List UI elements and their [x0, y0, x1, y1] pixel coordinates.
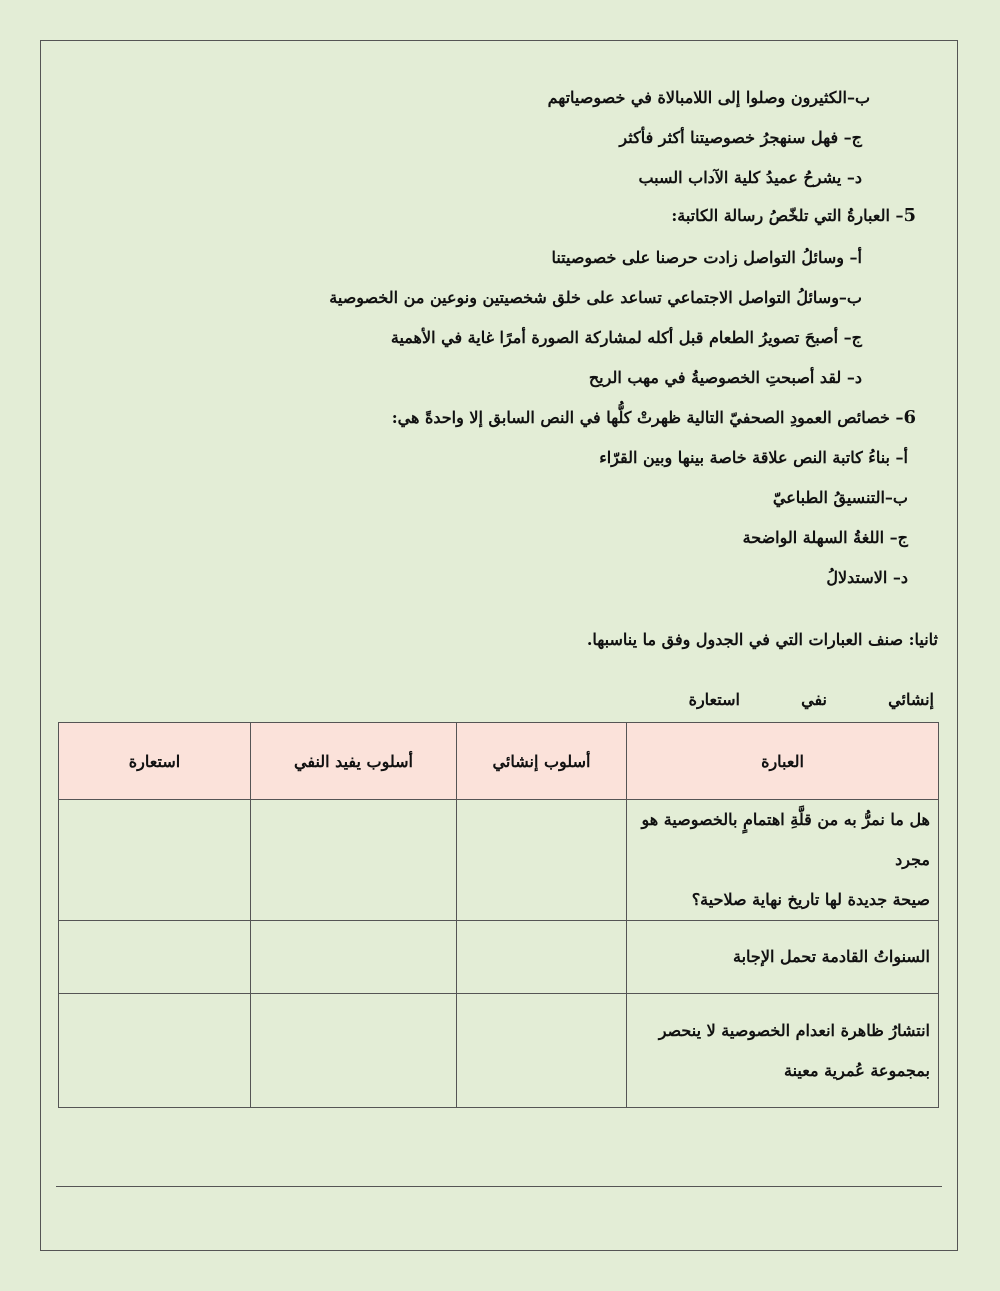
header-inshai: أسلوب إنشائي: [457, 723, 627, 800]
answer-cell-istiara[interactable]: [59, 800, 251, 921]
q6-question: [392, 406, 916, 430]
phrase-cell: [627, 800, 939, 921]
q5-option-c: ج– أصبحَ تصويرُ الطعام قبل أكله لمشاركة الصورة أمرًا غاية في الأهمية: [390, 328, 862, 347]
answer-cell-istiara[interactable]: [59, 921, 251, 994]
phrase-line: هل ما نمرُّ به من قلَّةِ اهتمامٍ بالخصوصية هو مجرد: [641, 810, 930, 869]
q5-number: 5: [903, 205, 916, 226]
section2-title: ثانيا: صنف العبارات التي في الجدول وفق ما يناسبها.: [586, 630, 938, 649]
header-istiara: استعارة: [59, 723, 251, 800]
q6-option-c: ج– اللغةُ السهلة الواضحة: [742, 528, 908, 547]
answer-cell-inshai[interactable]: [457, 800, 627, 921]
answer-cell-nafy[interactable]: [251, 994, 457, 1108]
phrase-cell: [627, 994, 939, 1108]
q6-number: 6: [903, 407, 916, 428]
category-list: [689, 690, 934, 709]
phrase-line: صيحة جديدة لها تاريخ نهاية صلاحية؟: [691, 890, 930, 909]
q4-option-b: ب–الكثيرون وصلوا إلى اللامبالاة في خصوصياتهم: [547, 88, 870, 107]
phrase-line: السنواتُ القادمة تحمل الإجابة: [733, 947, 930, 966]
q5-text: – العبارةُ التي تلخّصُ رسالة الكاتبة:: [671, 206, 904, 225]
header-nafy: أسلوب يفيد النفي: [251, 723, 457, 800]
answer-cell-nafy[interactable]: [251, 921, 457, 994]
header-phrase: العبارة: [627, 723, 939, 800]
category-inshai: إنشائي: [888, 690, 934, 709]
table-row: [59, 994, 939, 1108]
table-header-row: [59, 723, 939, 800]
q5-option-a: أ– وسائلُ التواصل زادت حرصنا على خصوصيتنا: [551, 248, 862, 267]
phrase-line: انتشارُ ظاهرة انعدام الخصوصية لا ينحصر: [658, 1020, 930, 1040]
bottom-divider: [56, 1186, 942, 1187]
phrase-line: بمجموعة عُمرية معينة: [784, 1060, 930, 1080]
answer-cell-inshai[interactable]: [457, 994, 627, 1108]
q5-question: [671, 204, 916, 228]
q4-option-d: د– يشرحُ عميدُ كلية الآداب السبب: [638, 168, 862, 187]
q6-text: – خصائص العمودِ الصحفيّ التالية ظهرتْ كلُّها في النص السابق إلا واحدةً هي:: [391, 408, 904, 427]
answer-cell-nafy[interactable]: [251, 800, 457, 921]
q6-option-a: أ– بناءُ كاتبة النص علاقة خاصة بينها وبين القرّاء: [599, 448, 908, 467]
category-nafy: نفي: [801, 690, 827, 709]
answer-cell-inshai[interactable]: [457, 921, 627, 994]
q5-option-d: د– لقد أصبحتِ الخصوصيةُ في مهب الريح: [588, 368, 862, 387]
classification-table: [58, 722, 939, 1108]
table-row: [59, 921, 939, 994]
q6-option-b: ب–التنسيقُ الطباعيّ: [772, 488, 908, 507]
q6-option-d: د– الاستدلالُ: [826, 568, 908, 587]
q4-option-c: ج– فهل سنهجرُ خصوصيتنا أكثر فأكثر: [619, 128, 862, 147]
category-istiara: استعارة: [688, 690, 740, 709]
table-row: [59, 800, 939, 921]
answer-cell-istiara[interactable]: [59, 994, 251, 1108]
phrase-cell: [627, 921, 939, 994]
q5-option-b: ب–وسائلُ التواصل الاجتماعي تساعد على خلق شخصيتين ونوعين من الخصوصية: [329, 288, 862, 307]
